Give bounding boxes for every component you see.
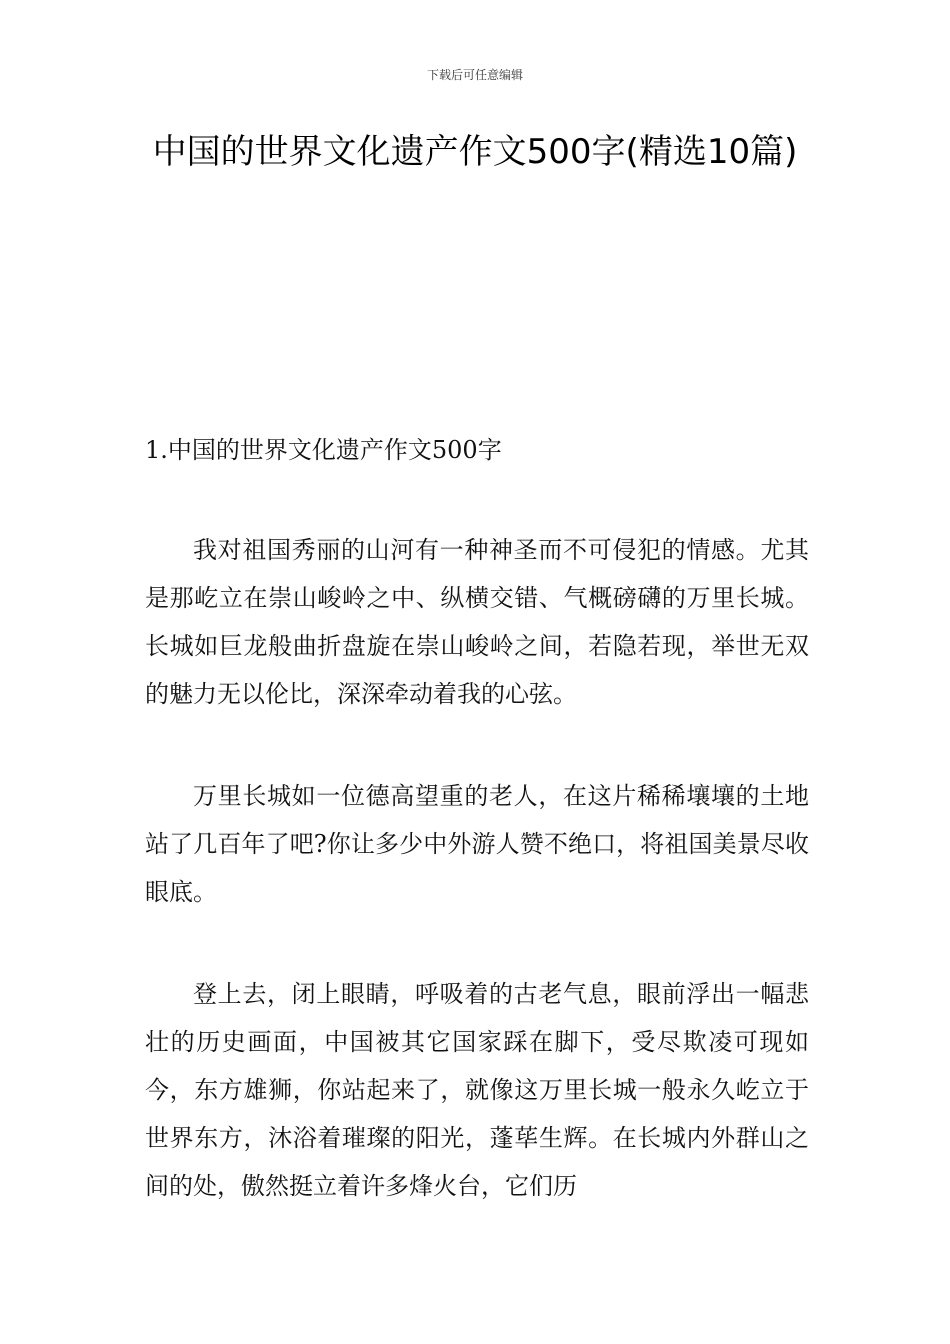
header-note: 下载后可任意编辑 bbox=[426, 68, 523, 82]
paragraph-3: 登上去，闭上眼睛，呼吸着的古老气息，眼前浮出一幅悲壮的历史画面，中国被其它国家踩在脚下，受尽欺凌可现如今，东方雄狮，你站起来了，就像这万里长城一般永久屹立于世界东方，沐浴着璀璨的阳光，蓬荜生辉。在长城内外群山之间的处，傲然挺立着许多烽火台，它们历 bbox=[145, 980, 809, 1200]
section-heading: 1.中国的世界文化遗产作文500字 bbox=[145, 436, 502, 464]
document-title: 中国的世界文化遗产作文500字(精选10篇) bbox=[152, 132, 798, 172]
paragraph-1: 我对祖国秀丽的山河有一种神圣而不可侵犯的情感。尤其是那屹立在崇山峻岭之中、纵横交错、气概磅礴的万里长城。长城如巨龙般曲折盘旋在崇山峻岭之间，若隐若现，举世无双的魅力无以伦比，深深牵动着我的心弦。 bbox=[145, 536, 809, 708]
paragraph-2: 万里长城如一位德高望重的老人，在这片稀稀壤壤的土地站了几百年了吧?你让多少中外游人赞不绝口，将祖国美景尽收眼底。 bbox=[145, 782, 809, 906]
